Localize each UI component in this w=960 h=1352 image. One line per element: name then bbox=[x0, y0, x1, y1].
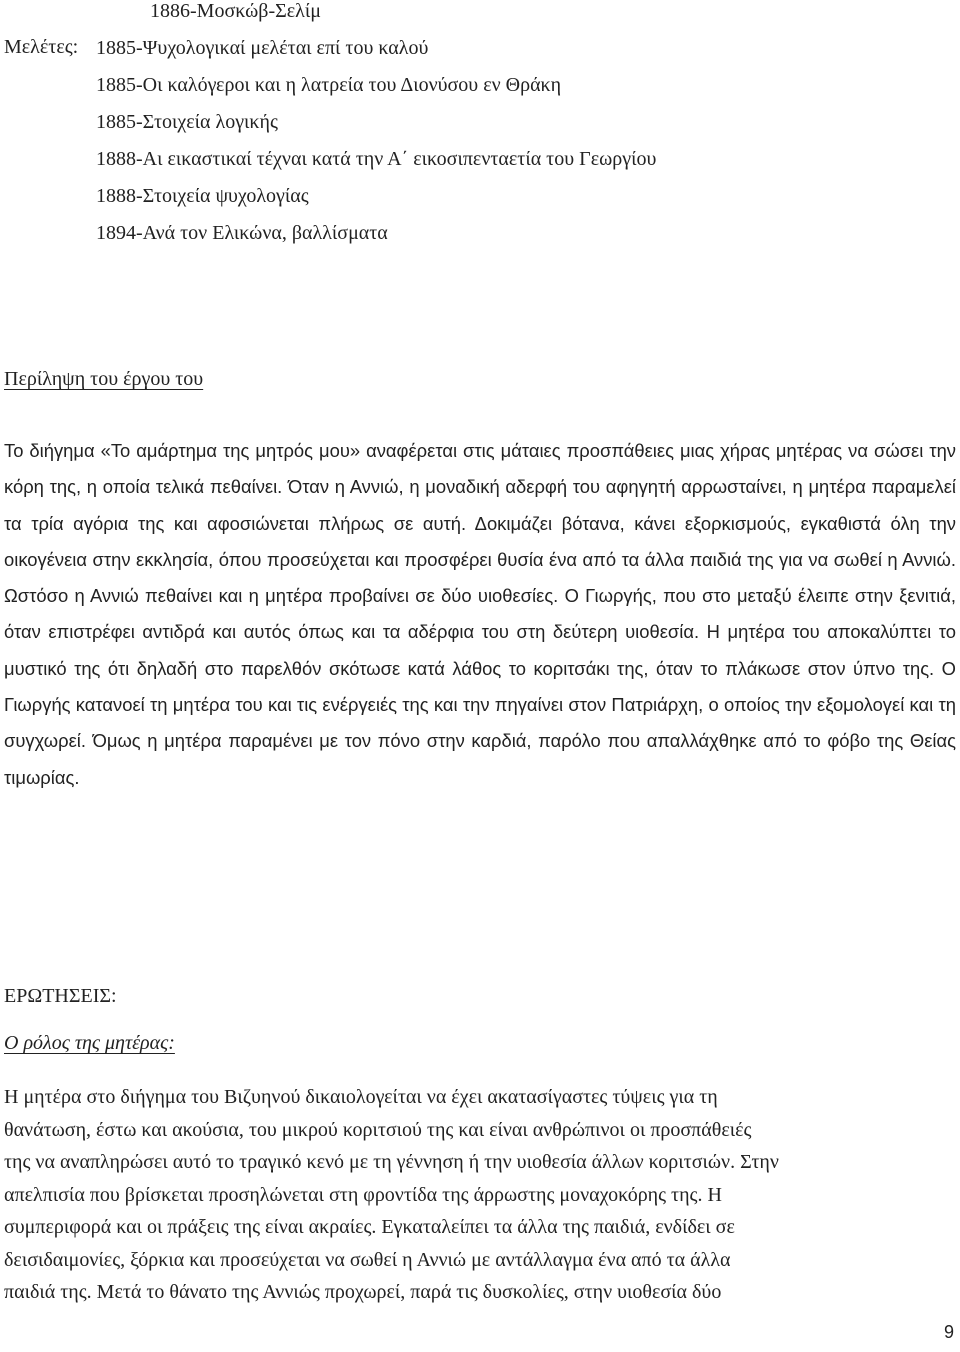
works-label: Μελέτες: bbox=[4, 36, 79, 58]
mother-role-paragraph bbox=[4, 1081, 904, 1309]
work-line-0: 1886-Μοσκώβ-Σελίμ bbox=[150, 0, 321, 22]
work-line-1: 1885-Ψυχολογικαί μελέται επί του καλού bbox=[96, 37, 429, 59]
work-line-4: 1888-Αι εικαστικαί τέχναι κατά την Α΄ εικοσιπενταετία του Γεωργίου bbox=[96, 148, 657, 170]
mother-role-line-3: απελπισία που βρίσκεται προσηλώνεται στη φροντίδα της άρρωστης μοναχοκόρης της. Η bbox=[4, 1183, 722, 1206]
questions-heading: ΕΡΩΤΗΣΕΙΣ: bbox=[4, 985, 117, 1007]
mother-role-line-4: συμπεριφορά και οι πράξεις της είναι ακραίες. Εγκαταλείπει τα άλλα της παιδιά, ενδίδει σε bbox=[4, 1216, 735, 1238]
mother-role-line-1: θανάτωση, έστω και ακούσια, του μικρού κοριτσιού της και είναι ανθρώπινοι οι προσπάθειές bbox=[4, 1118, 752, 1141]
page-number: 9 bbox=[943, 1322, 954, 1342]
mother-role-line-2: της να αναπληρώσει αυτό το τραγικό κενό με τη γέννηση ή την υιοθεσία άλλων κοριτσιών. Στην bbox=[4, 1151, 779, 1173]
work-line-6: 1894-Ανά τον Ελικώνα, βαλλίσματα bbox=[96, 222, 388, 244]
summary-paragraph: Το διήγημα «Το αμάρτημα της μητρός μου» αναφέρεται στις μάταιες προσπάθειες μιας χήρας μητέρας να σώσει την κόρη της, η οποία τελικά πεθαίνει. Όταν η Αννιώ, η μοναδική αδερφή του αφηγητή αρρωσταίνει, η μητέρα παραμελεί τα τρία αγόρια της και αφοσιώνεται πλήρως σε αυτή. Δοκιμάζει βότανα, κάνει εξορκισμούς, εγκαθιστά όλη την οικογένεια στην εκκλησία, όπου προσεύχεται και προσφέρει θυσία ένα από τα άλλα παιδιά της για να σωθεί η Αννιώ. Ωστόσο η Αννιώ πεθαίνει και η μητέρα προβαίνει σε δύο υιοθεσίες. Ο Γιωργής, που στο μεταξύ έλειπε στην ξενιτιά, όταν επιστρέφει αντιδρά και αυτός όπως και τα αδέρφια του στη δεύτερη υιοθεσία. Η μητέρα του αποκαλύπτει το μυστικό της ότι δηλαδή στο παρελθόν σκότωσε κατά λάθος το κοριτσάκι της, όταν το πλάκωσε στον ύπνο της. Ο Γιωργής κατανοεί τη μητέρα του και τις ενέργειές της και την πηγαίνει στον Πατριάρχη, ο οποίος την εξομολογεί και τη συγχωρεί. Όμως η μητέρα παραμένει με τον πόνο στην καρδιά, παρόλο που απαλλάχθηκε από το φόβο της Θείας τιμωρίας. bbox=[4, 440, 956, 788]
mother-role-line-0: Η μητέρα στο διήγημα του Βιζυηνού δικαιολογείται να έχει ακατασίγαστες τύψεις για τη bbox=[4, 1086, 718, 1108]
summary-heading: Περίληψη του έργου του bbox=[4, 368, 204, 390]
mother-role-line-5: δεισιδαιμονίες, ξόρκια και προσεύχεται να σωθεί η Αννιώ με αντάλλαγμα ένα από τα άλλα bbox=[4, 1248, 731, 1271]
works-list bbox=[96, 0, 656, 256]
mother-role-heading: Ο ρόλος της μητέρας: bbox=[4, 1032, 175, 1054]
work-line-2: 1885-Οι καλόγεροι και η λατρεία του Διονύσου εν Θράκη bbox=[96, 74, 562, 96]
work-line-3: 1885-Στοιχεία λογικής bbox=[96, 111, 278, 133]
work-line-5: 1888-Στοιχεία ψυχολογίας bbox=[96, 185, 309, 207]
mother-role-line-6: παιδιά της. Μετά το θάνατο της Αννιώς προχωρεί, παρά τις δυσκολίες, στην υιοθεσία δύο bbox=[4, 1281, 722, 1303]
